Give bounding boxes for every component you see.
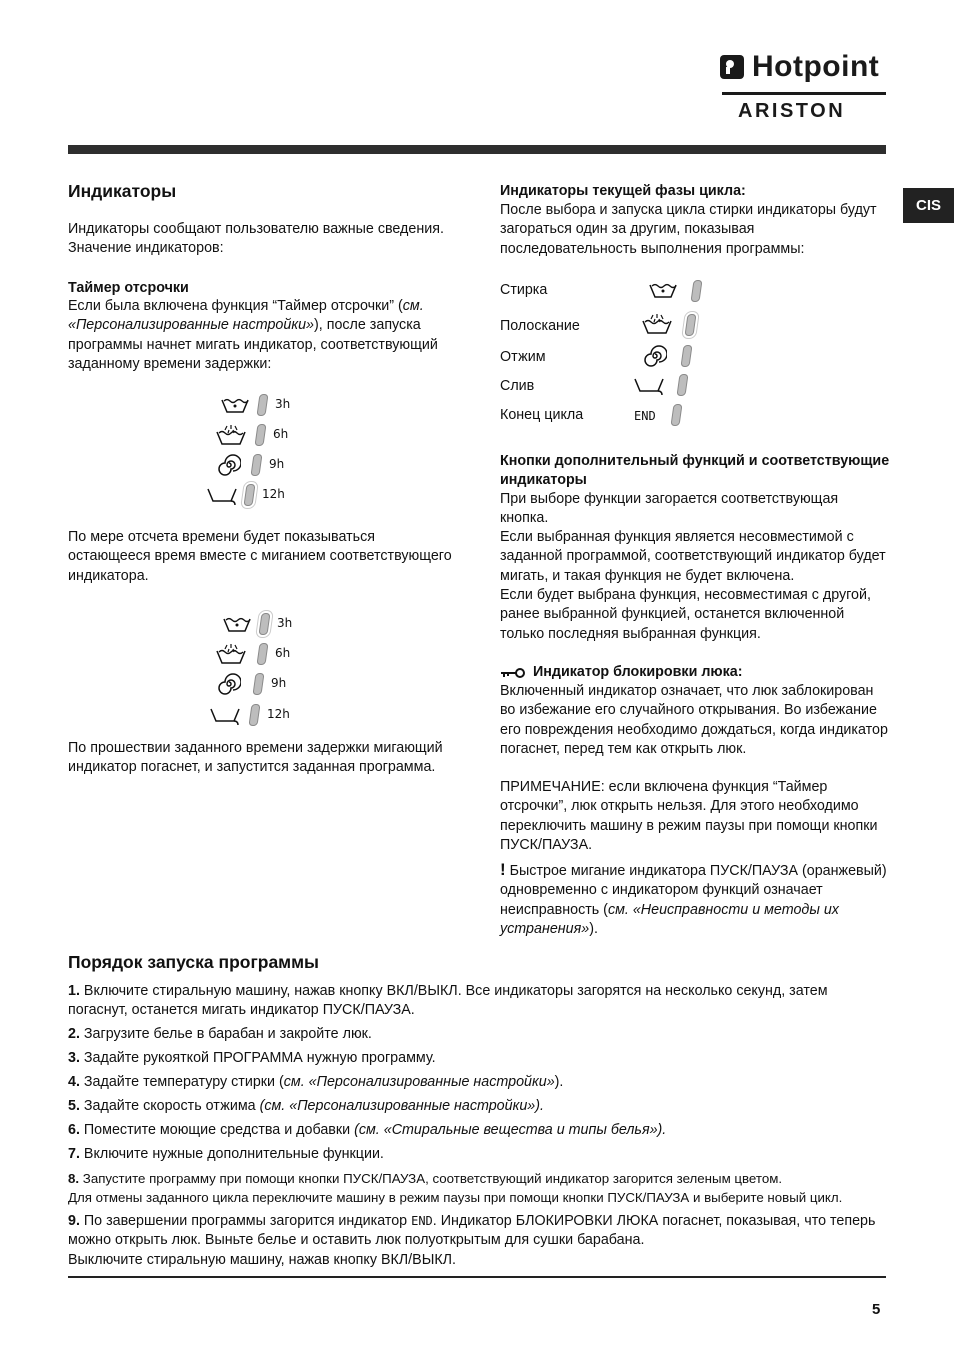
timer-label: 12h [262, 487, 285, 502]
start-title: Порядок запуска программы [68, 952, 320, 972]
timer-row-3h [218, 394, 290, 416]
phase-label: Слив [500, 378, 535, 394]
phase-indicator [676, 374, 688, 396]
timer-indicator [256, 394, 268, 416]
delay-text-2: По мере отсчета времени будет показываться остающееся время вместе с миганием соответствующего индикатора. [68, 529, 452, 584]
end-label: END [411, 1214, 433, 1229]
timer-indicator-blinking [258, 613, 270, 635]
step-7: 7. Включите нужные дополнительные функции. [68, 1145, 384, 1162]
timer-label: 3h [275, 397, 291, 412]
start-steps [68, 982, 886, 1275]
warning-icon: ! [500, 860, 506, 879]
phase-row-rinse [500, 313, 720, 337]
timer-indicator [248, 704, 260, 726]
step-3: 3. Задайте рукояткой ПРОГРАММА нужную программу. [68, 1050, 436, 1067]
lock-text-1: Включенный индикатор означает, что люк заблокирован во избежание его случайного открывания. Во избежание его повреждения необходимо дождаться, когда индикатор погаснет, перед тем как открыть люк. [500, 683, 888, 758]
timer-row-6h [214, 424, 288, 446]
end-label: END [634, 409, 656, 423]
brand-sub: ARISTON [738, 100, 846, 122]
phase-label: Отжим [500, 349, 546, 365]
timer-indicator [254, 424, 266, 446]
timer-row-9h-b [212, 673, 286, 695]
brand-logo [720, 52, 879, 82]
timer-label: 9h [269, 457, 285, 472]
timer-row-6h-b [214, 643, 290, 665]
options-text-2: Если выбранная функция является несовместимой с заданной программой, соответствующий индикатор будет мигать, и такая функция не будет включена. [500, 529, 886, 584]
logo-divider [722, 92, 886, 95]
wash-icon [646, 279, 680, 301]
timer-label: 3h [277, 616, 293, 631]
rinse-icon [214, 643, 248, 665]
timer-label: 6h [273, 427, 289, 442]
phase-title: Индикаторы текущей фазы цикла: [500, 183, 746, 199]
phase-row-wash [500, 279, 720, 303]
key-lock-icon [500, 666, 526, 680]
timer-label: 6h [275, 646, 291, 661]
brand-name: Hotpoint [752, 50, 880, 83]
phase-row-spin [500, 345, 720, 369]
wash-icon [220, 613, 254, 635]
rinse-icon [214, 424, 248, 446]
options-title: Кнопки дополнительный функций и соответствующие индикаторы [500, 453, 890, 489]
options-text-1: При выборе функции загорается соответствующая кнопка. [500, 491, 839, 527]
brand-mark-icon [720, 55, 744, 79]
lock-title: Индикатор блокировки люка: [533, 664, 743, 680]
header-bar [68, 145, 886, 154]
spin-icon [638, 345, 672, 367]
indicators-intro: Индикаторы сообщают пользователю важные сведения. Значение индикаторов: [68, 221, 444, 257]
warning-text: ! Быстрое мигание индикатора ПУСК/ПАУЗА (оранжевый) одновременно с индикатором функций означает неисправность (см. «Неисправности и методы их устранения»). [500, 860, 887, 938]
footer-rule [68, 1276, 886, 1278]
step-8: 8. Запустите программу при помощи кнопки ПУСК/ПАУЗА, соответствующий индикатор загорится зеленым цветом. Для отмены заданного цикла переключите машину в режим паузы при помощи кнопки ПУСК/ПАУЗА и выберите новый цикл. [68, 1170, 843, 1206]
step-2: 2. Загрузите белье в барабан и закройте люк. [68, 1026, 372, 1043]
step-6: 6. Поместите моющие средства и добавки (см. «Стиральные вещества и типы белья»). [68, 1121, 667, 1138]
delay-title: Таймер отсрочки [68, 280, 189, 296]
phase-label: Полоскание [500, 318, 580, 334]
timer-row-12h-b [208, 704, 290, 726]
phase-indicator [690, 280, 702, 302]
spin-icon [212, 454, 246, 476]
timer-indicator [250, 454, 262, 476]
drain-icon [208, 704, 242, 726]
timer-indicator-blinking [243, 484, 255, 506]
phase-label: Конец цикла [500, 407, 584, 423]
drain-icon [205, 484, 239, 506]
timer-row-3h-b [220, 613, 292, 635]
delay-text-1: Если была включена функция “Таймер отсрочки” (см. «Персонализированные настройки»), после запуска программы начнет мигать индикатор, соответствующий заданному времени задержки: [68, 298, 438, 373]
step-4: 4. Задайте температуру стирки (см. «Персонализированные настройки»). [68, 1074, 564, 1091]
spin-icon [212, 673, 246, 695]
step-5: 5. Задайте скорость отжима (см. «Персонализированные настройки»). [68, 1098, 544, 1115]
phase-row-drain [500, 374, 720, 398]
options-text-3: Если будет выбрана функция, несовместимая с другой, ранее выбранной функцией, останется включенной только последняя выбранная функция. [500, 587, 871, 642]
timer-row-12h [205, 484, 285, 506]
indicators-title: Индикаторы [68, 181, 177, 201]
language-tab: CIS [903, 188, 954, 223]
phase-label: Стирка [500, 282, 548, 298]
phase-row-end [500, 403, 720, 427]
drain-icon [632, 374, 666, 396]
phase-indicator [680, 345, 692, 367]
lock-text-2: ПРИМЕЧАНИЕ: если включена функция “Таймер отсрочки”, люк открыть нельзя. Для этого необходимо переключить машину в режим паузы при помощи кнопки ПУСК/ПАУЗА. [500, 779, 878, 854]
timer-indicator [252, 673, 264, 695]
timer-label: 12h [267, 707, 290, 722]
step-1: 1. Включите стиральную машину, нажав кнопку ВКЛ/ВЫКЛ. Все индикаторы загорятся на несколько секунд, затем погаснут, останется мигать индикатор ПУСК/ПАУЗА. [68, 983, 828, 1019]
phase-text: После выбора и запуска цикла стирки индикаторы будут загораться один за другим, показывая последовательность выполнения программы: [500, 202, 877, 257]
page-number: 5 [872, 1301, 881, 1318]
phase-indicator-blinking [684, 314, 696, 336]
timer-label: 9h [271, 676, 287, 691]
timer-row-9h [212, 454, 284, 476]
rinse-icon [640, 313, 674, 335]
timer-indicator [256, 643, 268, 665]
lock-heading [500, 663, 743, 682]
phase-indicator [670, 404, 682, 426]
delay-text-3: По прошествии заданного времени задержки мигающий индикатор погаснет, и запустится заданная программа. [68, 740, 443, 776]
step-9: 9. По завершении программы загорится индикатор END. Индикатор БЛОКИРОВКИ ЛЮКА погаснет, показывая, что теперь можно открыть люк. Выньте белье и оставить люк полуоткрытым для сушки барабана. Выключите стиральную машину, нажав кнопку ВКЛ/ВЫКЛ. [68, 1213, 876, 1268]
wash-icon [218, 394, 252, 416]
